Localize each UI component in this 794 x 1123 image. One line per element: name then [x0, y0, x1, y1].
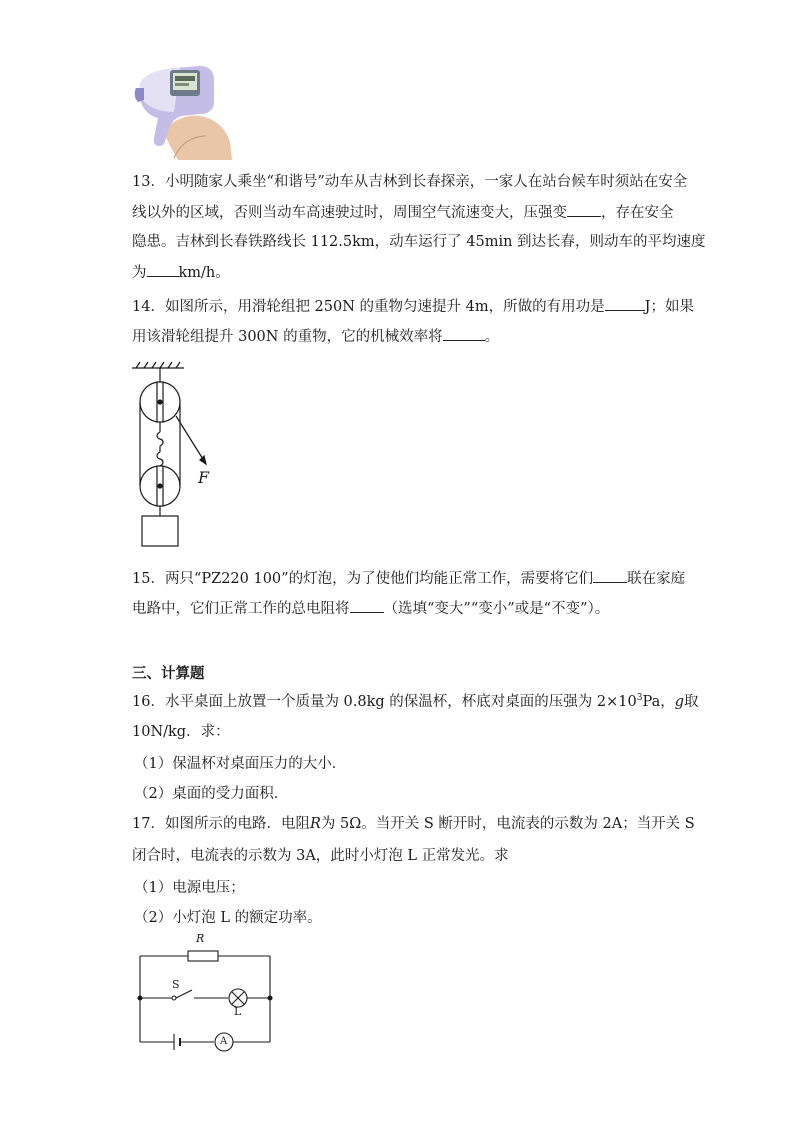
q17-subquestion-1: （1）电源电压；	[134, 880, 245, 896]
q13-line-3: 隐患。吉林到长春铁路线长 112.5km，动车运行了 45min 到达长春，则动车的平均速度	[132, 234, 706, 250]
q15-text: 15．两只“PZ220 100”的灯泡，为了使他们均能正常工作，需要将它们	[132, 571, 594, 587]
circuit-diagram	[132, 932, 278, 1058]
q16-line-2: 10N/kg．求：	[132, 724, 230, 740]
q13-line-4	[132, 262, 230, 283]
q16-subquestion-2: （2）桌面的受力面积．	[134, 786, 289, 802]
q16-text: 16．水平桌面上放置一个质量为 0.8kg 的保温杯，杯底对桌面的压强为 2×10	[132, 694, 637, 710]
q16-line-1	[132, 692, 699, 712]
q17-text: 为 5Ω。当开关 S 断开时，电流表的示数为 2A；当开关 S	[320, 816, 695, 832]
circuit-label-a: A	[220, 1036, 228, 1047]
q15-line-2	[132, 598, 609, 619]
q16-text: Pa，	[642, 694, 675, 710]
q14-text: J；如果	[644, 299, 694, 315]
q13-line-2	[132, 202, 674, 223]
q13-answer-blank-2[interactable]	[147, 262, 179, 277]
circuit-label-l: L	[234, 1005, 242, 1018]
q14-text: 用该滑轮组提升 300N 的重物，它的机械效率将	[132, 329, 443, 345]
pulley-system-diagram	[126, 360, 226, 550]
force-label: F	[198, 468, 210, 487]
q15-text: 电路中，它们正常工作的总电阻将	[132, 601, 350, 617]
q16-text: 取	[684, 694, 699, 710]
q16-g-symbol: g	[674, 694, 685, 710]
circuit-label-r: R	[196, 932, 205, 945]
q17-line-2: 闭合时，电流表的示数为 3A，此时小灯泡 L 正常发光。求	[132, 848, 509, 864]
q15-text: （选填“变大”“变小”或是“不变”）。	[383, 601, 610, 617]
q17-line-1	[132, 814, 695, 834]
q13-answer-blank-1[interactable]	[567, 202, 601, 217]
circuit-label-s: S	[172, 978, 180, 991]
q14-text: 。	[484, 329, 500, 345]
q15-line-1	[132, 568, 685, 589]
q17-text: 17．如图所示的电路．电阻	[132, 816, 310, 832]
q15-answer-blank-1[interactable]	[593, 568, 627, 583]
q16-exponent: 3	[636, 693, 643, 704]
q13-text: ，存在安全	[601, 205, 674, 221]
q15-answer-blank-2[interactable]	[350, 598, 384, 613]
q14-text: 14．如图所示，用滑轮组把 250N 的重物匀速提升 4m，所做的有用功是	[132, 299, 605, 315]
q13-text: 为	[132, 265, 147, 281]
q17-subquestion-2: （2）小灯泡 L 的额定功率。	[134, 910, 322, 926]
q14-line-1	[132, 296, 694, 317]
q14-answer-blank-1[interactable]	[605, 296, 645, 311]
q17-r-symbol: R	[309, 816, 321, 832]
section-heading: 三、计算题	[132, 665, 205, 682]
q14-line-2	[132, 326, 499, 347]
q15-text: 联在家庭	[627, 571, 686, 587]
infrared-thermometer-image	[134, 62, 232, 160]
q13-text: 线以外的区域，否则当动车高速驶过时，周围空气流速变大，压强变	[132, 205, 567, 221]
q13-line-1: 13．小明随家人乘坐“和谐号”动车从吉林到长春探亲，一家人在站台候车时须站在安全	[132, 174, 688, 190]
q14-answer-blank-2[interactable]	[443, 326, 485, 341]
q13-text: km/h。	[178, 265, 230, 281]
q16-subquestion-1: （1）保温杯对桌面压力的大小．	[134, 756, 347, 772]
